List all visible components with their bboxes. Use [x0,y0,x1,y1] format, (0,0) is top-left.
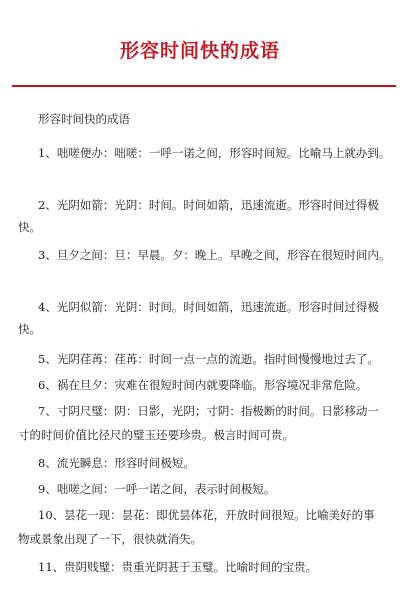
list-item: 8、流光瞬息：形容时间极短。 [38,456,195,470]
list-item-continuation: 快。 [18,220,41,234]
list-item: 10、昙花一现：昙花：即优昙体花，开放时间很短。比喻美好的事 [38,508,375,522]
list-item-continuation: 寸的时间价值比径尺的璧玉还要珍贵。极言时间可贵。 [18,428,294,442]
list-item: 4、光阴似箭：光阴：时间。时间如箭，迅速流逝。形容时间过得极 [38,300,379,314]
list-item: 5、光阴荏苒：荏苒：时间一点一点的流逝。指时间慢慢地过去了。 [38,352,379,366]
title-divider [12,85,396,87]
list-item: 6、祸在旦夕：灾难在很短时间内就要降临。形容境况非常危险。 [38,378,368,392]
page-title: 形容时间快的成语 [119,40,280,62]
list-item-continuation: 快。 [18,322,41,336]
list-item: 2、光阴如箭：光阴：时间。时间如箭，迅速流逝。形容时间过得极 [38,198,379,212]
page-bottom-edge [0,596,400,608]
list-item: 11、贵阴贱璧：贵重光阴甚于玉璧。比喻时间的宝贵。 [38,560,318,574]
list-item: 7、寸阴尺璧：阴：日影，光阴；寸阴：指极断的时间。日影移动一 [38,404,379,418]
list-item: 1、咄嗟便办：咄嗟：一呼一诺之间，形容时间短。比喻马上就办到。 [38,146,391,160]
document-subtitle: 形容时间快的成语 [38,112,130,126]
list-item-continuation: 物或景象出现了一下，很快就消失。 [18,532,202,546]
list-item: 3、旦夕之间：旦：早晨。夕：晚上。早晚之间，形容在很短时间内。 [38,248,391,262]
list-item: 9、咄嗟之间：一呼一诺之间，表示时间极短。 [38,482,276,496]
